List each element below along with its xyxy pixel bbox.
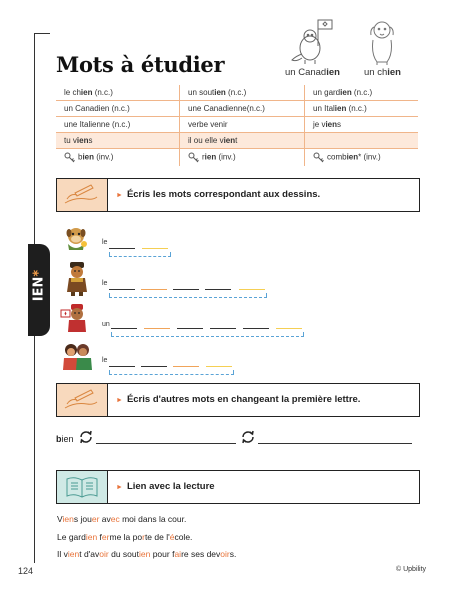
letter-line[interactable] <box>109 289 135 290</box>
letter-line[interactable] <box>177 328 203 329</box>
word-bracket <box>111 332 304 337</box>
letter-line[interactable] <box>173 289 199 290</box>
cycle-arrows-icon <box>78 429 94 450</box>
letter-line[interactable] <box>239 289 265 290</box>
letter-line[interactable] <box>173 366 199 367</box>
table-row <box>56 101 418 117</box>
page-frame-top <box>34 33 50 34</box>
task-instruction: Lien avec la lecture <box>126 481 215 492</box>
word-cell: le chien (n.c.) <box>56 85 180 101</box>
word-cell: une Canadienne(n.c.) <box>180 101 305 117</box>
figure-label-canadien: un Canadien <box>285 67 340 78</box>
drawing-row-article: le <box>102 280 108 287</box>
word-cell: je viens <box>305 117 419 133</box>
word-cell: il ou elle vient <box>180 133 305 149</box>
word-cell: un Italien (n.c.) <box>305 101 419 117</box>
table-row <box>56 149 418 167</box>
word-cell: une Italienne (n.c.) <box>56 117 180 133</box>
page-title: Mots à étudier <box>56 52 225 77</box>
drawing-row-article: le <box>102 239 108 246</box>
word-cell: bien (inv.) <box>56 149 180 167</box>
letter-line[interactable] <box>142 248 168 249</box>
letter-line[interactable] <box>141 289 167 290</box>
writing-hand-icon <box>57 179 108 211</box>
task-box-change-letter: ► Écris d'autres mots en changeant la première lettre. <box>56 383 420 417</box>
dog-icon <box>62 224 90 252</box>
reading-sentence: Viens jouer avec moi dans la cour. <box>57 514 187 524</box>
key-icon <box>188 152 200 163</box>
word-bracket <box>109 370 234 375</box>
answer-line[interactable] <box>258 443 412 444</box>
cycle-arrows-icon <box>240 429 256 450</box>
word-cell: rien (inv.) <box>180 149 305 167</box>
drawing-row-article: un <box>102 321 110 328</box>
change-letter-word: bien <box>56 434 74 444</box>
key-icon <box>64 152 76 163</box>
word-cell: un gardien (n.c.) <box>305 85 419 101</box>
word-cell <box>305 133 419 149</box>
word-cell: verbe venir <box>180 117 305 133</box>
word-bracket <box>109 252 171 257</box>
canadian-beaver-icon <box>59 302 93 334</box>
word-cell: combien* (inv.) <box>305 149 419 167</box>
word-bracket <box>109 293 267 298</box>
key-icon <box>313 152 325 163</box>
word-cell: un soutien (n.c.) <box>180 85 305 101</box>
letter-line[interactable] <box>205 289 231 290</box>
letter-line[interactable] <box>243 328 269 329</box>
beaver-with-flag-icon <box>288 16 338 66</box>
task-box-reading: ► Lien avec la lecture <box>56 470 420 504</box>
page-number: 124 <box>18 566 34 576</box>
letter-line[interactable] <box>210 328 236 329</box>
word-cell: un Canadien (n.c.) <box>56 101 180 117</box>
letter-line[interactable] <box>206 366 232 367</box>
sidebar-tab <box>28 244 50 336</box>
letter-line[interactable] <box>109 248 135 249</box>
table-row <box>56 117 418 133</box>
letter-line[interactable] <box>144 328 170 329</box>
word-cell: tu viens <box>56 133 180 149</box>
word-table <box>56 85 418 166</box>
letter-line[interactable] <box>109 366 135 367</box>
reading-sentence: Il vient d'avoir du soutien pour faire ses devoirs. <box>57 549 237 559</box>
task-box-draw-words: ► Écris les mots correspondant aux dessins. <box>56 178 420 212</box>
dog-icon <box>362 18 402 66</box>
sidebar-tab-marker: * <box>31 269 47 277</box>
guard-beaver-icon <box>63 261 91 297</box>
letter-line[interactable] <box>276 328 302 329</box>
table-row <box>56 85 418 101</box>
sidebar-tab-label: IEN <box>31 276 47 302</box>
task-instruction: Écris d'autres mots en changeant la première lettre. <box>126 394 361 405</box>
task-instruction: Écris les mots correspondant aux dessins. <box>126 189 321 200</box>
drawing-row-article: le <box>102 357 108 364</box>
letter-line[interactable] <box>111 328 137 329</box>
table-row-highlighted <box>56 133 418 149</box>
reading-sentence: Le gardien ferme la porte de l'école. <box>57 532 193 542</box>
writing-hand-icon <box>57 384 108 416</box>
open-book-icon <box>57 471 108 503</box>
figure-label-chien: un chien <box>364 67 401 78</box>
two-kids-icon <box>60 340 94 372</box>
answer-line[interactable] <box>96 443 236 444</box>
letter-line[interactable] <box>141 366 167 367</box>
copyright: © Upbility <box>396 566 427 573</box>
